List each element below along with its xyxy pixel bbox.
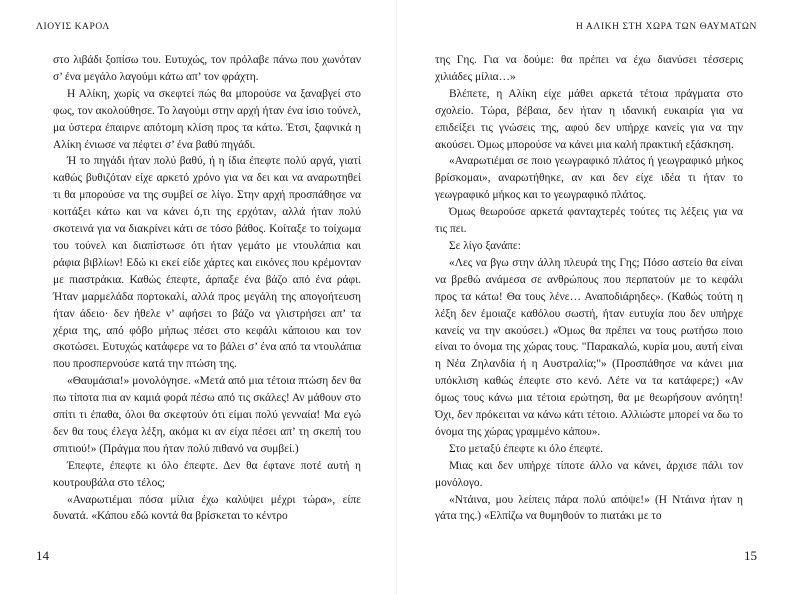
page-number: 14 bbox=[36, 548, 49, 563]
paragraph: «Λες να βγω στην άλλη πλευρά της Γης; Πόσο αστείο θα είναι να βρεθώ ανάμεσα σε ανθρώπους που περπατούν με το κεφάλι προς τα κάτω! Θα τους λένε… Αναποδιάρηδες». (Καθώς τούτη η λέξη δεν έμοιαζε καθόλου σωστή, ήταν ευτυχία που δεν υπήρχε κανείς να την ακούσει.) «Όμως θα πρέπει να τους ρωτήσω ποιο είναι το όνομα της χώρας τους. "Παρακαλώ, κυρία μου, αυτή είναι η Νέα Ζηλανδία ή η Αυστραλία;"» (Προσπάθησε να κάνει μια υπόκλιση καθώς έπεφτε στο κενό. Λέτε να τα κατάφερε;) «Αν όμως τους κάνω μια τέτοια ερώτηση, θα με θεωρήσουν ανόητη! Όχι, δεν πρόκειται να κάνω κάτι τέτοιο. Αλλιώστε μπορεί να δω το όνομα της χώρας γραμμένο κάπου». bbox=[435, 256, 743, 438]
paragraph: Όμως θεωρούσε αρκετά φανταχτερές τούτες τις λέξεις για να τις πει. bbox=[435, 206, 743, 236]
paragraph: Η Αλίκη, χωρίς να σκεφτεί πώς θα μπορούσε να ξαναβγεί στο φως, τον ακολούθησε. Το λαγούμι στην αρχή ήταν ένα ίσιο τούνελ, μα ύστερα έπαιρνε απότομη κλίση προς τα κάτω. Έτσι, ξαφνικά η Αλίκη ένιωσε να πέφτει σ’ ένα βαθύ πηγάδι. bbox=[53, 87, 361, 151]
page-number: 15 bbox=[744, 548, 757, 563]
paragraph: Σε λίγο ξανάπε: bbox=[449, 239, 521, 252]
paragraph: Στο μεταξύ έπεφτε κι όλο έπεφτε. bbox=[449, 442, 604, 455]
right-page-text bbox=[435, 52, 743, 525]
paragraph: Ή το πηγάδι ήταν πολύ βαθύ, ή η ίδια έπεφτε πολύ αργά, γιατί καθώς βυθιζόταν είχε αρκετό χρόνο για να δει και να αναρωτηθεί τι θα μπορούσε να της συμβεί σε λίγο. Στην αρχή προσπάθησε να κοιτάξει κάτω και να κάνει ό,τι της ερχόταν, αλλά ήταν πολύ σκοτεινά για να διακρίνει κάτι σε τόσο βάθος. Κοίταξε το τοίχωμα του τούνελ και διαπίστωσε ότι ήταν γεμάτο με ντουλάπια και ράφια βιβλίων! Εδώ κι εκεί είδε χάρτες και εικόνες που κρέμονταν με πιαστράκια. Καθώς έπεφτε, άρπαξε ένα βάζο από ένα ράφι. Ήταν μαρμελάδα πορτοκαλί, αλλά προς μεγάλη της απογοήτευση ήταν άδειο· δεν ήθελε ν’ αφήσει το βάζο να γλιστρήσει απ’ τα χέρια της, από φόβο μήπως πέσει στο κεφάλι κάποιου και τον σκοτώσει. Ευτυχώς κατάφερε να το βάλει σ’ ένα από τα ντουλάπια που προσπερνούσε κατά την πτώση της. bbox=[53, 155, 361, 371]
paragraph: «Θαυμάσια!» μονολόγησε. «Μετά από μια τέτοια πτώση δεν θα πω τίποτα πια αν καμιά φορά πέσω από τις σκάλες! Αν μάθουν στο σπίτι τι έπαθα, όλοι θα σκεφτούν ότι είμαι πολύ γενναία! Μα εγώ δεν θα τους έλεγα λέξη, ακόμα κι αν είχα πέσει απ’ τη σκεπή του σπιτιού!» (Πράγμα που ήταν πολύ πιθανό να συμβεί.) bbox=[53, 375, 361, 455]
running-head-author: ΛΙΟΥΙΣ ΚΑΡΟΛ bbox=[36, 22, 110, 32]
paragraph: Μιας και δεν υπήρχε τίποτε άλλο να κάνει, άρχισε πάλι τον μονόλογο. bbox=[435, 459, 743, 489]
paragraph: «Αναρωτιέμαι σε ποιο γεωγραφικό πλάτος ή γεωγραφικό μήκος βρίσκομαι», αναρωτήθηκε, αν και δεν είχε ιδέα τι ήταν το γεωγραφικό μήκος και το γεωγραφικό πλάτος. bbox=[435, 155, 743, 202]
paragraph: «Ντάινα, μου λείπεις πάρα πολύ απόψε!» (Η Ντάινα ήταν η γάτα της.) «Ελπίζω να θυμηθούν το πιατάκι με το bbox=[435, 493, 743, 523]
right-page bbox=[397, 0, 793, 595]
paragraph: της Γης. Για να δούμε: θα πρέπει να έχω διανύσει τέσσερις χιλιάδες μίλια…» bbox=[435, 54, 743, 83]
left-page-text bbox=[53, 52, 361, 525]
paragraph: Έπεφτε, έπεφτε κι όλο έπεφτε. Δεν θα έφτανε ποτέ αυτή η κουτρουβάλα στο τέλος; bbox=[53, 459, 361, 489]
paragraph: στο λιβάδι ξοπίσω του. Ευτυχώς, τον πρόλαβε πάνω που χωνόταν σ’ ένα μεγάλο λαγούμι κάτω απ’ τον φράχτη. bbox=[53, 54, 361, 83]
running-head-title: Η ΑΛΙΚΗ ΣΤΗ ΧΩΡΑ ΤΩΝ ΘΑΥΜΑΤΩΝ bbox=[576, 22, 757, 32]
paragraph: Βλέπετε, η Αλίκη είχε μάθει αρκετά τέτοια πράγματα στο σχολείο. Τώρα, βέβαια, δεν ήταν η ιδανική ευκαιρία για να επιδείξει τις γνώσεις της, αφού δεν υπήρχε κανείς για να την ακούσει. Όμως μπορούσε να κάνει μια καλή πρακτική εξάσκηση. bbox=[435, 87, 743, 151]
paragraph: «Αναρωτιέμαι πόσα μίλια έχω καλύψει μέχρι τώρα», είπε δυνατά. «Κάπου εδώ κοντά θα βρίσκεται το κέντρο bbox=[53, 493, 361, 523]
left-page bbox=[0, 0, 396, 595]
